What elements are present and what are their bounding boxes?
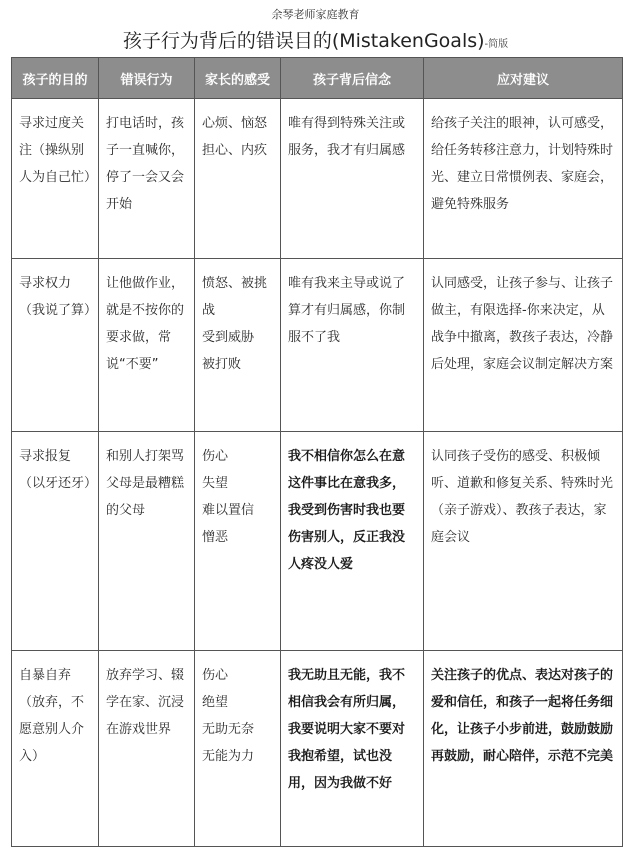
cell-goal: 寻求报复（以牙还牙） xyxy=(12,432,99,651)
table-row xyxy=(12,432,623,651)
cell-belief: 我无助且无能，我不相信我会有所归属，我要说明大家不要对我抱希望，试也没用，因为我做不好 xyxy=(281,651,424,847)
cell-advice: 认同孩子受伤的感受、积极倾听、道歉和修复关系、特殊时光（亲子游戏）、教孩子表达，家庭会议 xyxy=(424,432,623,651)
cell-behavior: 打电话时，孩子一直喊你，停了一会又会开始 xyxy=(99,99,195,259)
feeling-item: 难以置信 xyxy=(202,503,255,518)
header-advice: 应对建议 xyxy=(424,58,623,99)
cell-feelings xyxy=(195,99,281,259)
cell-behavior: 让他做作业，就是不按你的要求做，常说“不要” xyxy=(99,259,195,432)
cell-feelings xyxy=(195,259,281,432)
cell-advice: 给孩子关注的眼神，认可感受，给任务转移注意力，计划特殊时光、建立日常惯例表、家庭会，避免特殊服务 xyxy=(424,99,623,259)
feeling-item: 被打败 xyxy=(202,357,242,372)
feeling-item: 担心、内疚 xyxy=(202,143,268,158)
header-belief: 孩子背后信念 xyxy=(281,58,424,99)
page-title xyxy=(0,26,631,53)
feeling-item: 伤心 xyxy=(202,449,229,464)
feeling-item: 受到威胁 xyxy=(202,330,255,345)
feeling-item: 愤怒、被挑战 xyxy=(202,276,268,318)
feeling-item: 无助无奈 xyxy=(202,722,255,737)
table-row xyxy=(12,99,623,259)
mistaken-goals-table xyxy=(11,57,623,847)
cell-feelings xyxy=(195,432,281,651)
cell-advice: 认同感受，让孩子参与、让孩子做主，有限选择-你来决定，从战争中撤离，教孩子表达，冷静后处理，家庭会议制定解决方案 xyxy=(424,259,623,432)
page-header: 余琴老师家庭教育 xyxy=(271,8,360,21)
cell-feelings xyxy=(195,651,281,847)
feeling-item: 伤心 xyxy=(202,668,229,683)
feeling-item: 失望 xyxy=(202,476,229,491)
cell-goal: 自暴自弃（放弃，不愿意别人介入） xyxy=(12,651,99,847)
title-main: 孩子行为背后的错误目的(MistakenGoals) xyxy=(122,30,485,52)
feeling-item: 憎恶 xyxy=(202,530,229,545)
cell-belief: 唯有得到特殊关注或服务，我才有归属感 xyxy=(281,99,424,259)
table-row xyxy=(12,651,623,847)
header-goal: 孩子的目的 xyxy=(12,58,99,99)
title-suffix: -简版 xyxy=(484,39,509,50)
header-behavior: 错误行为 xyxy=(99,58,195,99)
cell-goal: 寻求过度关注（操纵别人为自己忙） xyxy=(12,99,99,259)
cell-behavior: 放弃学习、辍学在家、沉浸在游戏世界 xyxy=(99,651,195,847)
feeling-item: 心烦、恼怒 xyxy=(202,116,268,131)
feeling-item: 无能为力 xyxy=(202,749,255,764)
cell-belief: 我不相信你怎么在意这件事比在意我多，我受到伤害时我也要伤害别人，反正我没人疼没人爱 xyxy=(281,432,424,651)
cell-advice: 关注孩子的优点、表达对孩子的爱和信任，和孩子一起将任务细化，让孩子小步前进，鼓励鼓励再鼓励，耐心陪伴，示范不完美 xyxy=(424,651,623,847)
cell-behavior: 和别人打架骂父母是最糟糕的父母 xyxy=(99,432,195,651)
header-feelings: 家长的感受 xyxy=(195,58,281,99)
cell-goal: 寻求权力（我说了算） xyxy=(12,259,99,432)
cell-belief: 唯有我来主导或说了算才有归属感，你制服不了我 xyxy=(281,259,424,432)
table-row xyxy=(12,259,623,432)
table-header-row xyxy=(12,58,623,99)
feeling-item: 绝望 xyxy=(202,695,229,710)
